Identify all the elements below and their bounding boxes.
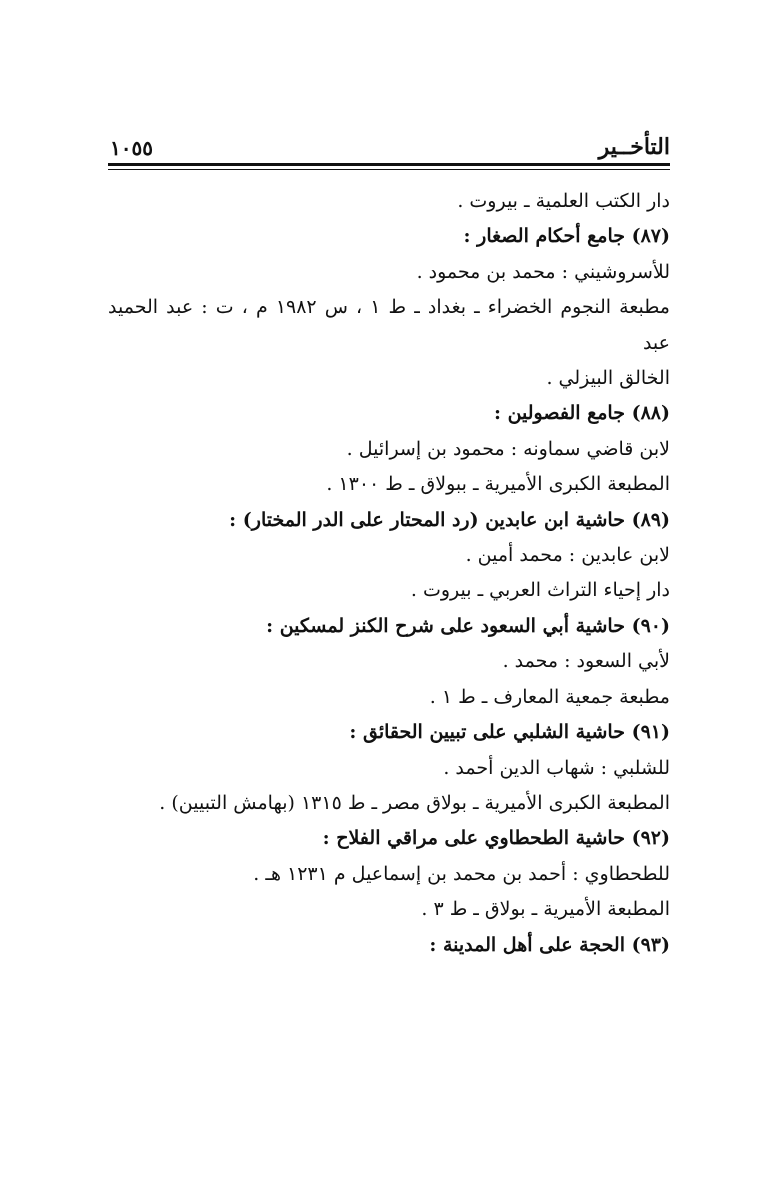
header-rule-thin [108, 169, 670, 170]
entry-publisher: مطبعة جمعية المعارف ـ ط ١ . [429, 685, 670, 708]
entry-publisher: المطبعة الأميرية ـ بولاق ـ ط ٣ . [421, 898, 670, 921]
entry-heading: (٩١) حاشية الشلبي على تبيين الحقائق : [349, 721, 670, 744]
entry-heading: (٨٧) جامع أحكام الصغار : [463, 225, 670, 248]
entry-heading: (٩٠) حاشية أبي السعود على شرح الكنز لمسكين : [266, 614, 670, 637]
entry-author: للشلبي : شهاب الدين أحمد . [443, 756, 670, 779]
entry-publisher: المطبعة الكبرى الأميرية ـ ببولاق ـ ط ١٣٠٠ . [326, 473, 670, 496]
running-title: التأخــير [598, 134, 670, 160]
entry-publisher: المطبعة الكبرى الأميرية ـ بولاق مصر ـ ط ١٣١٥ (بهامش التبيين) . [159, 791, 670, 814]
entry-author: للطحطاوي : أحمد بن محمد بن إسماعيل م ١٢٣١ هـ . [253, 862, 670, 885]
entry-heading: (٨٩) حاشية ابن عابدين (رد المحتار على الدر المختار) : [229, 508, 670, 531]
bibliography-line: دار الكتب العلمية ـ بيروت . [457, 190, 670, 212]
entry-publisher: مطبعة النجوم الخضراء ـ بغداد ـ ط ١ ، س ١٩٨٢ م ، ت : عبد الحميد عبد [108, 296, 670, 354]
entry-author: لابن عابدين : محمد أمين . [465, 544, 670, 567]
page-header [110, 120, 670, 160]
entry-heading: (٩٢) حاشية الطحطاوي على مراقي الفلاح : [322, 827, 670, 850]
entry-publisher: دار إحياء التراث العربي ـ بيروت . [410, 579, 670, 602]
header-rule-thick [108, 163, 670, 166]
page-number: ١٠٥٥ [110, 136, 153, 160]
entry-author: لأبي السعود : محمد . [502, 650, 670, 673]
entry-heading: (٩٣) الحجة على أهل المدينة : [429, 933, 670, 956]
entry-publisher-continued: الخالق البيزلي . [546, 367, 670, 390]
entry-author: لابن قاضي سماونه : محمود بن إسرائيل . [346, 437, 670, 460]
entry-heading: (٨٨) جامع الفصولين : [493, 402, 670, 425]
bibliography-list [108, 184, 670, 963]
entry-author: للأسروشيني : محمد بن محمود . [416, 260, 670, 283]
